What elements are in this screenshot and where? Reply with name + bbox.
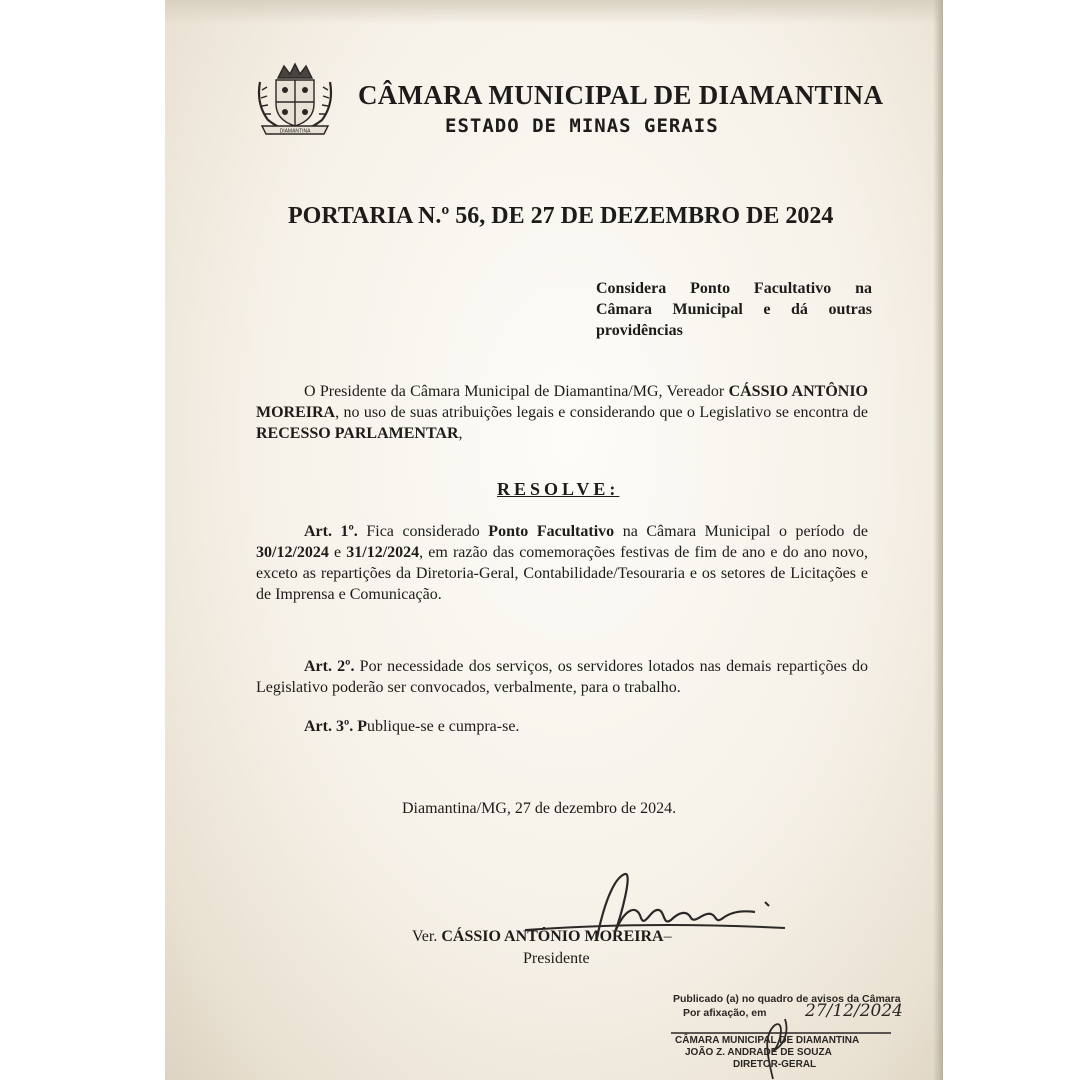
- article-2-label: Art. 2º.: [304, 658, 355, 675]
- article-1-start-date: 30/12/2024: [256, 544, 329, 561]
- crest-label: DIAMANTINA: [279, 128, 311, 135]
- article-3-text: ublique-se e cumpra-se.: [367, 718, 520, 735]
- article-1: [256, 521, 868, 605]
- document-page: [165, 0, 943, 1080]
- scan-shadow-top: [165, 0, 943, 24]
- state-name: ESTADO DE MINAS GERAIS: [445, 115, 719, 137]
- article-1-end-date: 31/12/2024: [346, 544, 420, 561]
- place-and-date: Diamantina/MG, 27 de dezembro de 2024.: [402, 800, 677, 817]
- signatory-prefix: Ver.: [412, 928, 442, 945]
- signatory-line: Ver. CÁSSIO ANTÔNIO MOREIRA–: [412, 928, 672, 945]
- scan-shadow-right: [933, 0, 943, 1080]
- publication-stamp: [665, 985, 905, 1080]
- stamp-line-4: JOÃO Z. ANDRADE DE SOUZA: [685, 1047, 832, 1058]
- article-3-initial: P: [353, 718, 368, 735]
- stamp-line-3: CÂMARA MUNICIPAL DE DIAMANTINA: [675, 1035, 860, 1046]
- article-1-text-2: na Câmara Municipal o período de: [614, 523, 869, 540]
- article-1-label: Art. 1º.: [304, 523, 358, 540]
- signatory-role: Presidente: [523, 950, 590, 967]
- ementa: Considera Ponto Facultativo na Câmara Municipal e dá outras providências: [596, 280, 872, 339]
- stamp-line-5: DIRETOR-GERAL: [733, 1059, 817, 1070]
- stamp-line-1: Publicado (a) no quadro de avisos da Câmara: [673, 993, 901, 1005]
- intro-paragraph: [256, 381, 868, 444]
- article-3-label: Art. 3º.: [304, 718, 354, 735]
- intro-recess: RECESSO PARLAMENTAR: [256, 425, 459, 442]
- intro-president-name: CÁSSIO ANTÔNIO MOREIRA: [256, 383, 868, 421]
- handwritten-signature: [465, 868, 805, 958]
- intro-text-3: ,: [458, 425, 463, 442]
- document-title: PORTARIA N.º 56, DE 27 DE DEZEMBRO DE 2024: [288, 203, 834, 229]
- stamp-signature: [745, 995, 805, 1080]
- stamp-date: 27/12/2024: [805, 1001, 903, 1021]
- signatory-name: CÁSSIO ANTÔNIO MOREIRA: [441, 928, 664, 945]
- coat-of-arms-icon: [252, 60, 338, 140]
- article-1-text-4: , em razão das comemorações festivas de fim de ano e do ano novo, exceto as repartições da Diretoria-Geral, Contabilidade/Tesouraria e os setores de Licitações e de Imprensa e Comunicação.: [256, 544, 868, 603]
- intro-text-1: O Presidente da Câmara Municipal de Diamantina/MG, Vereador: [304, 383, 729, 400]
- article-2: [256, 656, 868, 698]
- article-1-text-1: Fica considerado: [357, 523, 489, 540]
- institution-name: CÂMARA MUNICIPAL DE DIAMANTINA: [358, 80, 884, 110]
- article-1-bold-1: Ponto Facultativo: [488, 523, 615, 540]
- intro-text-2: , no uso de suas atribuições legais e considerando que o Legislativo se encontra de: [335, 404, 868, 421]
- resolve-heading: RESOLVE:: [497, 479, 620, 499]
- article-2-text: Por necessidade dos serviços, os servidores lotados nas demais repartições do Legislativo poderão ser convocados, verbalmente, para o trabalho.: [256, 658, 868, 696]
- stamp-line-2: Por afixação, em: [683, 1007, 767, 1019]
- article-3: [256, 716, 868, 737]
- article-1-text-3: e: [328, 544, 347, 561]
